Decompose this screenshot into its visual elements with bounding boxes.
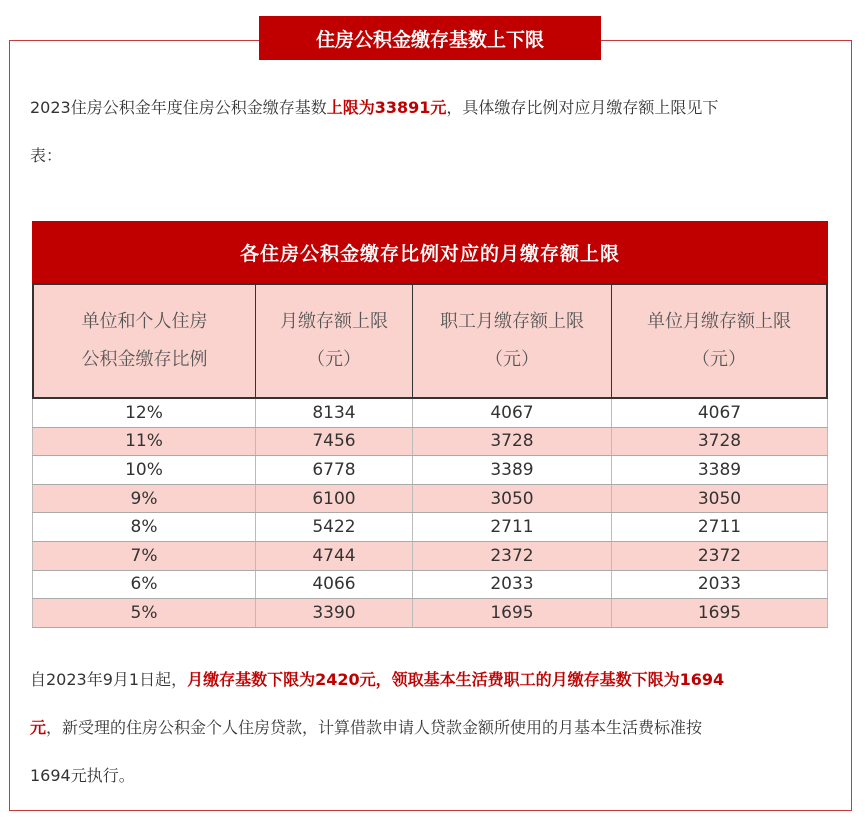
cell-employer: 2372 — [612, 542, 828, 570]
table-row — [32, 599, 828, 628]
intro-line-1 — [30, 84, 718, 132]
cell-ratio: 8% — [32, 513, 256, 541]
cell-employer: 3050 — [612, 485, 828, 513]
cell-ratio: 7% — [32, 542, 256, 570]
page-title: 住房公积金缴存基数上下限 — [259, 16, 601, 60]
header-employee-line2: （元） — [485, 349, 539, 370]
cell-employee: 2372 — [413, 542, 612, 570]
header-employee — [413, 285, 612, 397]
cell-employer: 2711 — [612, 513, 828, 541]
cell-ratio: 12% — [32, 399, 256, 427]
header-monthly-line1: 月缴存额上限 — [280, 311, 388, 332]
header-ratio-line2: 公积金缴存比例 — [81, 349, 208, 370]
table-body — [32, 399, 828, 628]
cell-employee: 1695 — [413, 599, 612, 627]
table-row — [32, 485, 828, 514]
header-monthly — [256, 285, 413, 397]
cell-employer: 4067 — [612, 399, 828, 427]
table-row — [32, 456, 828, 485]
table-header-row — [32, 283, 828, 399]
footer-text-2: ，新受理的住房公积金个人住房贷款，计算借款申请人贷款金额所使用的月基本生活费标准按 — [46, 718, 703, 737]
cell-monthly: 7456 — [256, 428, 413, 456]
header-employer-line1: 单位月缴存额上限 — [647, 311, 791, 332]
cell-employee: 3050 — [413, 485, 612, 513]
intro-suffix: ，具体缴存比例对应月缴存额上限见下 — [446, 98, 719, 117]
cell-monthly: 8134 — [256, 399, 413, 427]
header-ratio-line1: 单位和个人住房 — [81, 311, 208, 332]
cell-employee: 4067 — [413, 399, 612, 427]
intro-highlight: 上限为33891元 — [326, 98, 447, 117]
table-row — [32, 571, 828, 600]
footer-paragraph — [30, 656, 836, 800]
cell-monthly: 3390 — [256, 599, 413, 627]
cell-employer: 1695 — [612, 599, 828, 627]
cell-monthly: 6778 — [256, 456, 413, 484]
cell-employer: 3728 — [612, 428, 828, 456]
table-row — [32, 513, 828, 542]
intro-line-2: 表： — [30, 146, 63, 165]
cell-employee: 3728 — [413, 428, 612, 456]
header-employer — [612, 285, 828, 397]
footer-highlight-2: 元 — [30, 718, 47, 737]
cell-employee: 2711 — [413, 513, 612, 541]
cell-ratio: 5% — [32, 599, 256, 627]
cell-ratio: 11% — [32, 428, 256, 456]
cell-ratio: 9% — [32, 485, 256, 513]
footer-line-2 — [30, 704, 836, 752]
cell-employer: 2033 — [612, 571, 828, 599]
cell-employer: 3389 — [612, 456, 828, 484]
footer-line-3: 1694元执行。 — [30, 766, 135, 785]
cell-employee: 3389 — [413, 456, 612, 484]
table-row — [32, 542, 828, 571]
cell-monthly: 4066 — [256, 571, 413, 599]
header-employee-line1: 职工月缴存额上限 — [440, 311, 584, 332]
cell-ratio: 10% — [32, 456, 256, 484]
footer-prefix: 自2023年9月1日起， — [30, 670, 188, 689]
cell-monthly: 4744 — [256, 542, 413, 570]
cell-employee: 2033 — [413, 571, 612, 599]
header-employer-line2: （元） — [692, 349, 746, 370]
footer-line-1 — [30, 656, 836, 704]
cell-ratio: 6% — [32, 571, 256, 599]
cell-monthly: 5422 — [256, 513, 413, 541]
table-title: 各住房公积金缴存比例对应的月缴存额上限 — [32, 221, 828, 283]
header-monthly-line2: （元） — [307, 349, 361, 370]
limits-table — [32, 221, 828, 628]
table-row — [32, 428, 828, 457]
intro-paragraph — [30, 84, 718, 180]
header-ratio — [32, 285, 256, 397]
intro-prefix: 2023住房公积金年度住房公积金缴存基数 — [30, 98, 327, 117]
table-row — [32, 399, 828, 428]
cell-monthly: 6100 — [256, 485, 413, 513]
footer-highlight-1: 月缴存基数下限为2420元，领取基本生活费职工的月缴存基数下限为1694 — [187, 670, 725, 689]
